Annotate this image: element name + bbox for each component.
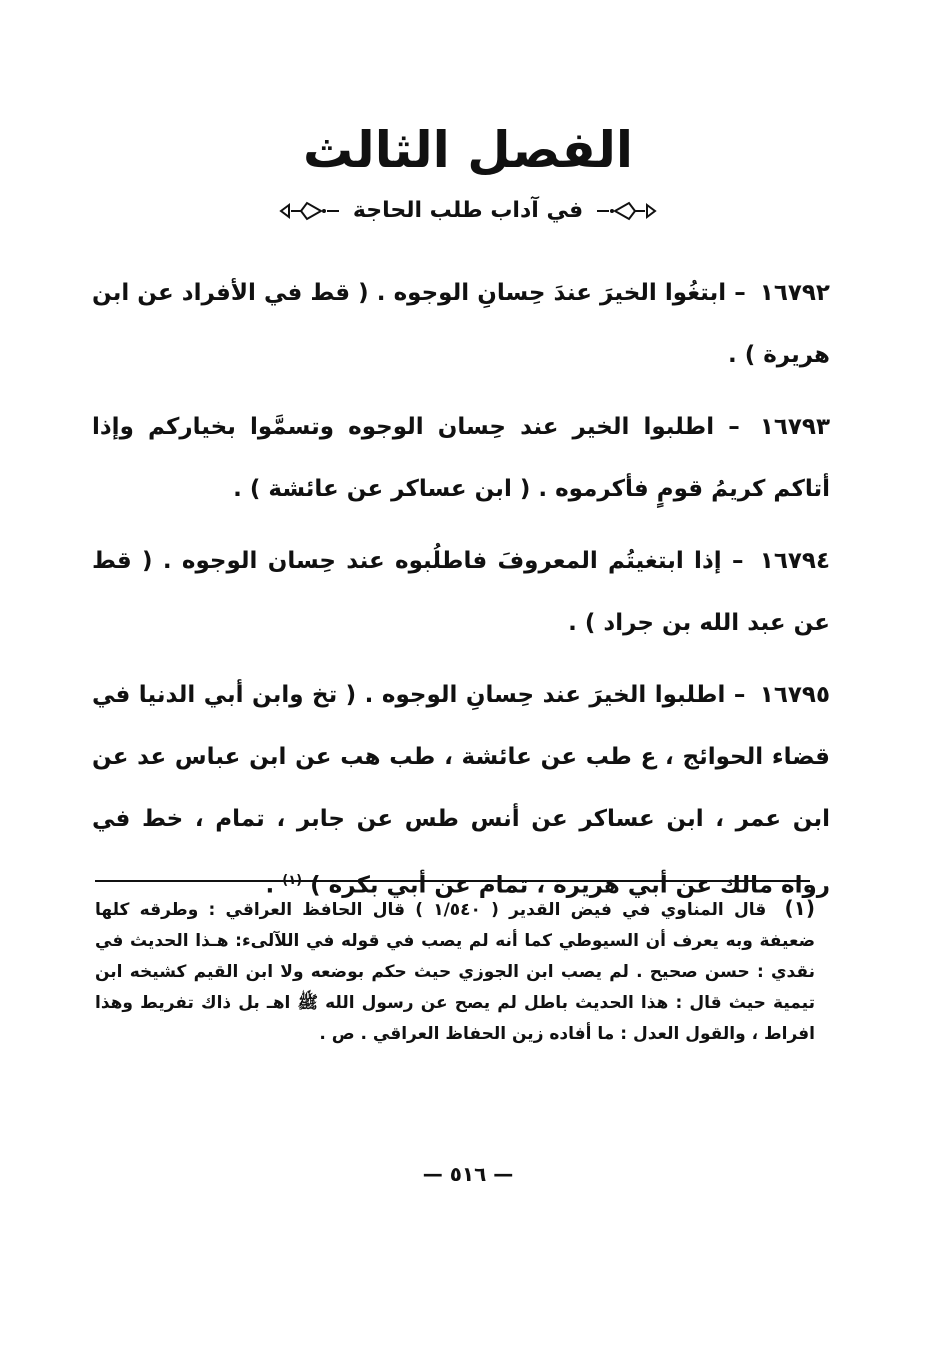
chapter-subtitle-row (0, 198, 936, 223)
footnote-divider (95, 880, 810, 882)
hadith-number: ١٦٧٩٤ (759, 548, 830, 574)
hadith-dash: – (731, 548, 744, 574)
hadith-end-period: . (265, 872, 275, 899)
hadith-number: ١٦٧٩٣ (759, 414, 831, 440)
hadith-text: اطلبوا الخيرَ عند حِسانِ الوجوه . ( تخ وابن أبي الدنيا في قضاء الحوائج ، ع طب عن عائشة ، طب هب عن ابن عباس عد عن ابن عمر ، ابن عساكر عن أنس طس عن جابر ، تمام ، خط في رواة مالك عن أبي هريرة ، تمام عن أبي بكرة ) (92, 682, 830, 899)
ornament-left-icon (279, 199, 341, 223)
hadith-text: إذا ابتغيتُم المعروفَ فاطلُبوه عند حِسان الوجوه . ( قط عن عبد الله بن جراد ) . (92, 548, 830, 636)
hadith-entry (92, 530, 830, 654)
hadith-entry (92, 262, 830, 386)
chapter-title: الفصل الثالث (302, 121, 633, 179)
hadith-dash: – (728, 414, 740, 440)
chapter-subtitle: في آداب طلب الحاجة (352, 198, 584, 223)
footnote (95, 893, 815, 1050)
footnote-reference: (١) (282, 873, 303, 888)
hadith-list (92, 262, 830, 917)
hadith-number: ١٦٧٩٢ (759, 280, 830, 306)
hadith-dash: – (734, 280, 746, 306)
hadith-dash: – (733, 682, 746, 708)
hadith-text: اطلبوا الخير عند حِسان الوجوه وتسمَّوا بخياركم وإذا أتاكم كريمُ قومٍ فأكرموه . ( ابن عساكر عن عائشة ) . (92, 414, 830, 502)
hadith-text: ابتغُوا الخيرَ عندَ حِسانِ الوجوه . ( قط في الأفراد عن ابن هريرة ) . (92, 280, 830, 368)
page-number: — ٥١٦ — (422, 1162, 514, 1186)
ornament-right-icon (595, 199, 657, 223)
hadith-number: ١٦٧٩٥ (759, 682, 830, 708)
footnote-text: قال المناوي في فيض القدير ( ١/٥٤٠ ) قال الحافظ العراقي : وطرقه كلها ضعيفة وبه يعرف أن السيوطي كما أنه لم يصب في قوله في اللآلىء: هـذا الحديث في نقدي : حسن صحيح . لم يصب ابن الجوزي حيث حكم بوضعه ولا ابن القيم كشيخه ابن تيمية حيث قال : هذا الحديث باطل لم يصح عن رسول الله ﷺ اهـ بل ذاك تفريط وهذا افراط ، والقول العدل : ما أفاده زين الحفاظ العراقي . ص . (95, 900, 815, 1044)
footnote-marker: (١) (784, 896, 815, 920)
hadith-entry (92, 396, 830, 520)
hadith-entry (92, 664, 830, 917)
